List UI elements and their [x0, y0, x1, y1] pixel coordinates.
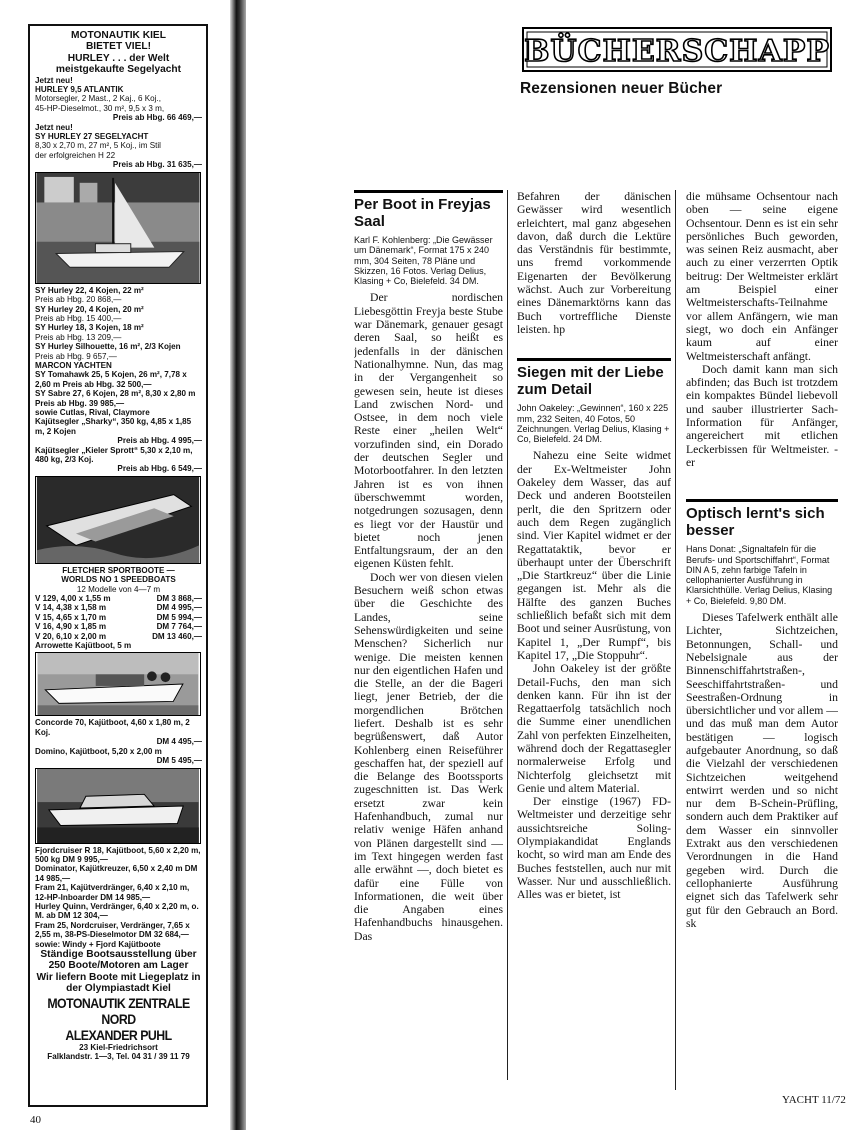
ad-concorde-price: DM 4 495,—: [156, 737, 202, 747]
ad-cutlas: sowie Cutlas, Rival, Claymore: [35, 407, 150, 417]
article2-paragraph: die mühsame Ochsentour nach oben — seine eigene Ochsentour. Denn es ist ein sehr persönliches Buch geworden, was seinen Reiz ausmacht, aber auch zu einer verzerrten Optik beitrug: Der Weltmeister erklärt am Beispiel einer Weltmeisterschafts-Teilnahme vor allem Anfängern, wie man siegt, wo doch ein Anfänger kaum auf einer Weltmeisterschaft anfängt.: [686, 190, 838, 363]
ad-domino: Domino, Kajütboot, 5,20 x 2,00 m: [35, 746, 162, 756]
ad-hurley95-desc2: 45-HP-Dieselmot., 30 m², 9,5 x 3 m,: [35, 103, 165, 113]
ad-fletcher-row: V 16, 4,90 x 1,85 m DM 7 764,—: [35, 622, 202, 632]
ad-marcon: MARCON YACHTEN: [35, 360, 112, 370]
ad-address-1: 23 Kiel-Friedrichsort: [79, 1042, 158, 1052]
ad-headline-1: MOTONAUTIK KIEL: [71, 30, 166, 41]
ad-fletcher-2: WORLDS NO 1 SPEEDBOATS: [61, 575, 176, 585]
article2-paragraph: Nahezu eine Seite widmet der Ex-Weltmeister John Oakeley dem Wasser, das auf Deck und anderen Bootsteilen perlt, die den Spritzern oder auch dem Regen zugänglich sind. Vier Kapitel widmet er der Regattataktik, bevor er überhaupt unter der Überschrift „Die Startkreuz“ über die Linie gegangen ist. Mehr als die Hälfte des ganzen Buches schließlich befaßt sich mit dem Boot und seiner Ausrüstung, von Kapitel 1, „Der Rumpf“, bis Kapitel 17, „Die Stoppuhr“.: [517, 449, 671, 662]
speedboat-photo: [35, 476, 201, 564]
article2-bibliography: John Oakeley: „Gewinnen“, 160 x 225 mm, 232 Seiten, 40 Fotos, 50 Zeichnungen. Verlag Delius, Klasing + Co, Bielefeld. 24 DM.: [517, 403, 670, 445]
ad-fjordcruiser: Fjordcruiser R 18, Kajütboot, 5,60 x 2,20 m, 500 kg DM 9 995,—: [35, 845, 201, 864]
ad-hurley-quinn: Hurley Quinn, Verdränger, 6,40 x 2,20 m, o. M. ab DM 12 304,—: [35, 901, 199, 921]
ad-sprott-price: Preis ab Hbg. 6 549,—: [117, 464, 202, 474]
ad-hurley27-title: SY HURLEY 27 SEGELYACHT: [35, 132, 149, 142]
ad-sprott: Kajütsegler „Kieler Sprott“ 5,30 x 2,10 m, 480 kg, 2/3 Koj.: [35, 445, 193, 464]
ad-hurley95-title: HURLEY 9,5 ATLANTIK: [35, 85, 124, 95]
ad-headline-4: meistgekaufte Segelyacht: [55, 64, 182, 76]
ad-hurley20-price: Preis ab Hbg. 15 400,—: [35, 313, 122, 323]
logo-text: BÜCHERSCHAPP: [524, 34, 830, 69]
article-column-2: [517, 190, 676, 1090]
article1-title: Per Boot in Freyjas Saal: [354, 190, 503, 230]
ad-address-2: Falklandstr. 1—3, Tel. 04 31 / 39 11 79: [47, 1052, 190, 1061]
page-number: 40: [30, 1114, 41, 1126]
article1-bibliography: Karl F. Kohlenberg: „Die Gewässer um Dänemark“, Format 175 x 240 mm, 304 Seiten, 78 Pläne und Skizzen, 16 Fotos. Verlag Delius, Klasing + Co, Bielefeld. 34 DM.: [354, 235, 493, 287]
ad-silhouette-price: Preis ab Hbg. 9 657,—: [35, 351, 117, 361]
section-subtitle: Rezensionen neuer Bücher: [520, 80, 723, 97]
ad-hurley27-price: Preis ab Hbg. 31 635,—: [112, 160, 202, 170]
ad-tomahawk: SY Tomahawk 25, 5 Kojen, 26 m², 7,78 x 2,60 m Preis ab Hbg. 32 500,—: [35, 370, 187, 389]
ad-dominator: Dominator, Kajütkreuzer, 6,50 x 2,40 m DM 14 985,—: [35, 864, 198, 883]
ad-liefern: Wir liefern Boote mit Liegeplatz in der Olympiastadt Kiel: [36, 971, 201, 995]
article2-paragraph: Doch damit kann man sich abfinden; das Buch ist trotzdem ein kompaktes Bündel liebevoll und sauber illustrierter Sach-Information für Anfänger, angereichert mit etlichen Leckerbissen für Weltmeister. -er: [686, 362, 838, 469]
article3-bibliography: Hans Donat: „Signaltafeln für die Berufs- und Sportschiffahrt“, Format DIN A 5, zehn farbige Tafeln in cellophanierter Ausführung in Klarsichthülle. Verlag Delius, Klasing + Co, Bielefeld. 9,80 DM.: [686, 544, 833, 606]
motonautik-advertisement: [28, 24, 208, 1107]
ad-hurley22: SY Hurley 22, 4 Kojen, 22 m²: [35, 285, 144, 295]
ad-windy: sowie: Windy + Fjord Kajütboote: [35, 939, 161, 949]
ad-hurley18-price: Preis ab Hbg. 13 209,—: [35, 332, 122, 342]
buecherschapp-logo: [522, 27, 832, 72]
article-column-3: [686, 190, 838, 1090]
ad-sabre: SY Sabre 27, 6 Kojen, 28 m², 8,30 x 2,80 m Preis ab Hbg. 39 985,—: [35, 389, 196, 408]
ad-silhouette: SY Hurley Silhouette, 16 m², 2/3 Kojen: [35, 342, 181, 352]
ad-arrowette: Arrowette Kajütboot, 5 m: [35, 641, 132, 651]
ad-fletcher-row: V 129, 4,00 x 1,55 m DM 3 868,—: [35, 594, 202, 604]
ad-sharky: Kajütsegler „Sharky“, 350 kg, 4,85 x 1,85 m, 2 Kojen: [35, 417, 192, 436]
sailboat-photo: [35, 172, 201, 284]
article3-paragraph: Dieses Tafelwerk enthält alle Lichter, Sichtzeichen, Betonnungen, Schall- und Nebelsignale aus der Binnenschiffahrtstraßen-, Seeschiffahrtstraßen- und Seestraßen-Ordnung in übersichtlicher und vor allem — und das muß man dem Autor bestätigen — logisch aufgebauter Anordnung, so daß die Vielzahl der verschiedenen Sichtzeichen weitgehend entwirrt werden und so nicht nur dem B-Schein-Prüfling, sondern auch dem Praktiker auf dem Wasser ein sinnvoller Extrakt aus den verschiedenen Verordnungen in die Hand gegeben wird. Durch die cellophanierte Ausführung eignet sich das Tafelwerk sehr gut für den Gebrauch an Bord. sk: [686, 611, 838, 930]
ad-fletcher-1: FLETCHER SPORTBOOTE —: [62, 565, 175, 575]
ad-hurley27-desc2: der erfolgreichen H 22: [35, 150, 116, 160]
ad-hurley18: SY Hurley 18, 3 Kojen, 18 m²: [35, 323, 144, 333]
ad-hurley22-price: Preis ab Hbg. 20 868,—: [35, 295, 122, 305]
page-fold: [230, 0, 246, 1130]
ad-firm-name: MOTONAUTIK ZENTRALE NORD: [47, 994, 190, 1027]
article1-paragraph: Der nordischen Liebesgöttin Freyja beste Stube war Dänemark, genauer gesagt deren Saal, so heißt es jedenfalls in der dänischen Nationalhymne. Nun, das mag in der Vergangenheit so gewesen sein, heute ist dieses Land zwischen Nord- und Ostsee, in dem noch viele Reste einer „heilen Welt“ vorzufinden sind, ein Dorado der deutschen Segler und Motorbootfahrer. In den letzten Jahren ist es von ihnen überschwemmt worden, notgedrungen sozusagen, denn es liegt vor der Haustür und bietet noch jenen Entfaltungsraum, der an den eigenen Küsten fehlt.: [354, 291, 503, 571]
ad-firm-owner: ALEXANDER PUHL: [65, 1026, 172, 1043]
cruiser-photo: [35, 768, 201, 844]
article2-paragraph: Der einstige (1967) FD-Weltmeister und derzeitige sehr aussichtsreiche Soling-Olympiakandidat Englands kocht, so wird man am Ende des Buches feststellen, auch nur mit Wasser. Nur und ausschließlich. Alles was er bietet, ist: [517, 795, 671, 902]
article-column-1: [354, 190, 508, 1080]
article3-title: Optisch lernt's sich besser: [686, 499, 838, 539]
article2-title: Siegen mit der Liebe zum Detail: [517, 358, 671, 398]
ad-sharky-price: Preis ab Hbg. 4 995,—: [117, 436, 202, 446]
ad-hurley20: SY Hurley 20, 4 Kojen, 20 m²: [35, 304, 144, 314]
ad-new-2: Jetzt neu!: [35, 122, 73, 132]
ad-concorde: Concorde 70, Kajütboot, 4,60 x 1,80 m, 2 Koj.: [35, 718, 190, 737]
article1-paragraph: Doch wer von diesen vielen Besuchern weiß schon etwas über die Geschichte des Landes, seine Sehenswürdigkeiten und seine Menschen? Sicherlich nur wenige. Die meisten kennen nur den eigentlichen Hafen und die Stelle, an der die Bageri liegt, jener Betrieb, der die morgendlichen Brötchen liefert. Deshalb ist es sehr begrüßenswert, daß Autor Kohlenberg einen Reiseführer geschaffen hat, der speziell auf die Belange des Bootssports zugeschnitten ist. Das Werk ersetzt zwar kein Hafenhandbuch, zumal nur relativ wenige Häfen anhand von Plänen dargestellt sind — im Text hingegen werden fast alle erwähnt —, doch bietet es dafür eine Fülle von Informationen, die weit über die Angaben eines Hafenhandbuchs hinausgehen. Das: [354, 570, 503, 943]
ad-hurley95-price: Preis ab Hbg. 66 469,—: [112, 113, 202, 123]
ad-fram25: Fram 25, Nordcruiser, Verdränger, 7,65 x 2,55 m, 38-PS-Dieselmotor DM 32 684,—: [35, 920, 190, 940]
cabin-boat-photo: [35, 652, 201, 716]
ad-fletcher-row: V 20, 6,10 x 2,00 m DM 13 460,—: [35, 631, 202, 641]
ad-domino-price: DM 5 495,—: [156, 756, 202, 766]
article1-paragraph: Befahren der dänischen Gewässer wird wesentlich erleichtert, mal ganz abgesehen davon, daß durch die Lektüre das Verständnis für bestimmte, uns fremd vorkommende Eigenarten der Bevölkerung wächst. Auch zur Vorbereitung eines Dänemarktörns kann das Buch vortreffliche Dienste leisten. hp: [517, 190, 671, 336]
ad-fletcher-row: V 15, 4,65 x 1,70 m DM 5 994,—: [35, 612, 202, 622]
ad-fletcher-3: 12 Modelle von 4—7 m: [76, 584, 161, 594]
ad-new-1: Jetzt neu!: [35, 75, 73, 85]
ad-hurley95-desc1: Motorsegler, 2 Mast., 2 Kaj., 6 Koj.,: [35, 94, 161, 104]
article2-paragraph: John Oakeley ist der größte Detail-Fuchs, den man sich denken kann. Für ihn ist der Regattaerfolg tatsächlich noch die Summe einer unendlichen Zahl von perfekten Einzelheiten, während doch der Regattasegler normalerweise Erfolg und Nichterfolg gleichsetzt mit Genie und altem Material.: [517, 662, 671, 795]
ad-ausstellung: Ständige Bootsausstellung über 250 Boote/Motoren am Lager: [40, 948, 197, 972]
ad-hurley27-desc1: 8,30 x 2,70 m, 27 m², 5 Koj., im Stil: [35, 141, 161, 151]
ad-headline-2: BIETET VIEL!: [85, 41, 152, 53]
ad-fram21: Fram 21, Kajütverdränger, 6,40 x 2,10 m, 12-HP-Inboarder DM 14 985,—: [35, 883, 190, 902]
ad-fletcher-row: V 14, 4,38 x 1,58 m DM 4 995,—: [35, 603, 202, 613]
issue-footer: YACHT 11/72: [782, 1094, 846, 1106]
ad-headline-3: HURLEY . . . der Welt: [67, 52, 170, 64]
